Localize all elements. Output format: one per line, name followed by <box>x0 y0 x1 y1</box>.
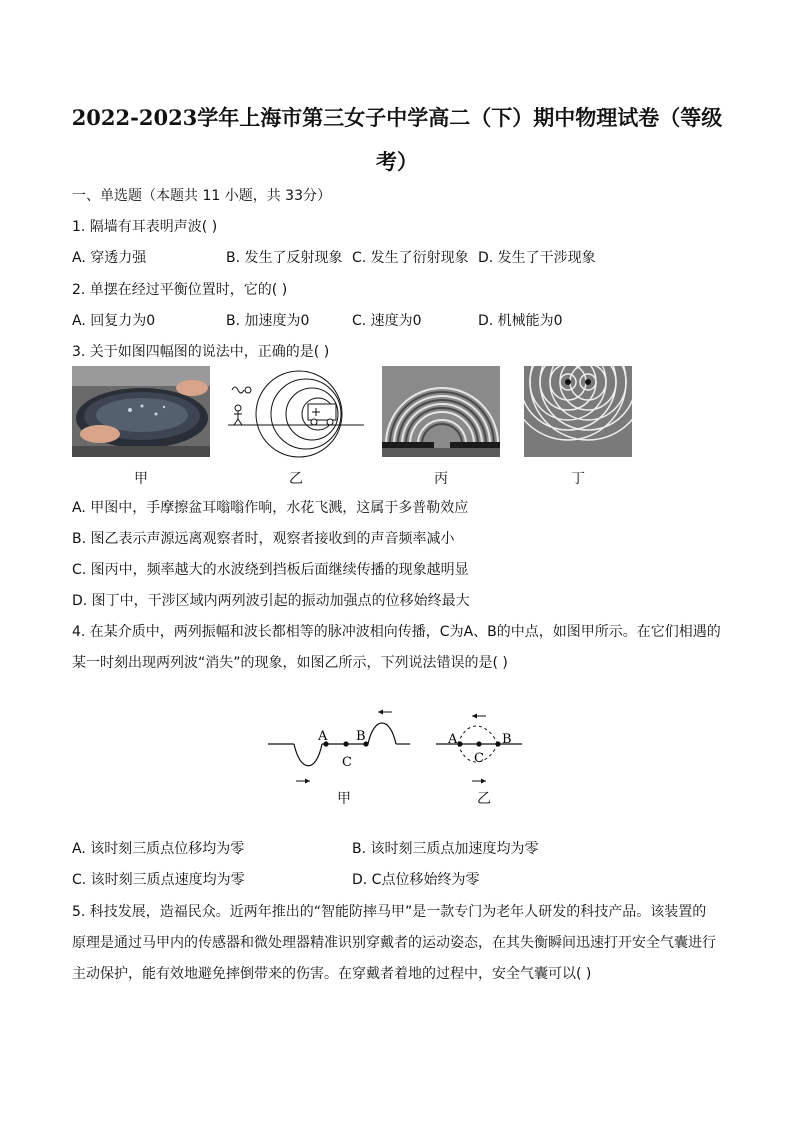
question-2-stem: 2. 单摆在经过平衡位置时，它的( ) <box>72 282 288 298</box>
figure-caption-ding: 丁 <box>571 471 585 487</box>
exam-title-line1: 2022-2023学年上海市第三女子中学高二（下）期中物理试卷（等级 <box>71 105 723 130</box>
figure-caption-jia: 甲 <box>134 471 148 487</box>
q4-caption-jia: 甲 <box>337 791 351 807</box>
label-c-yi: C <box>474 751 484 766</box>
q3-option-d: D. 图丁中，干涉区域内两列波引起的振动加强点的位移始终最大 <box>72 593 470 609</box>
pulse-wave-diagram <box>266 702 528 788</box>
q2-option-b: B. 加速度为0 <box>226 313 310 329</box>
question-5-line1: 5. 科技发展，造福民众。近两年推出的“智能防摔马甲”是一款专门为老年人研发的科技产品。该装置的 <box>72 904 707 920</box>
q4-option-b: B. 该时刻三质点加速度均为零 <box>352 841 539 857</box>
q4-option-a: A. 该时刻三质点位移均为零 <box>72 841 245 857</box>
q1-option-a: A. 穿透力强 <box>72 250 147 266</box>
q2-option-d: D. 机械能为0 <box>478 313 563 329</box>
doppler-diagram <box>226 364 368 460</box>
q3-option-b: B. 图乙表示声源远离观察者时，观察者接收到的声音频率减小 <box>72 531 455 547</box>
basin-photo <box>72 366 210 457</box>
q4-caption-yi: 乙 <box>477 791 491 807</box>
q2-option-a: A. 回复力为0 <box>72 313 156 329</box>
q2-option-c: C. 速度为0 <box>352 313 422 329</box>
interference-photo <box>524 366 632 457</box>
question-5-line3: 主动保护，能有效地避免摔倒带来的伤害。在穿戴者着地的过程中，安全气囊可以( ) <box>72 966 592 982</box>
label-c-jia: C <box>342 755 352 770</box>
q1-option-b: B. 发生了反射现象 <box>226 250 343 266</box>
question-3-stem: 3. 关于如图四幅图的说法中，正确的是( ) <box>72 344 330 360</box>
q4-option-c: C. 该时刻三质点速度均为零 <box>72 872 245 888</box>
section-heading: 一、单选题（本题共 11 小题，共 33分） <box>72 188 331 204</box>
q4-option-d: D. C点位移始终为零 <box>352 872 480 888</box>
question-1-stem: 1. 隔墙有耳表明声波( ) <box>72 219 218 235</box>
diffraction-photo <box>382 366 500 457</box>
q3-option-c: C. 图丙中，频率越大的水波绕到挡板后面继续传播的现象越明显 <box>72 562 469 578</box>
question-4-stem-line1: 4. 在某介质中，两列振幅和波长都相等的脉冲波相向传播，C为A、B的中点，如图甲所示。在它们相遇的 <box>72 624 721 640</box>
exam-title-line2: 考） <box>376 149 418 174</box>
label-b-yi: B <box>502 732 512 747</box>
label-b-jia: B <box>356 729 366 744</box>
question-5-line2: 原理是通过马甲内的传感器和微处理器精准识别穿戴者的运动姿态，在其失衡瞬间迅速打开安全气囊进行 <box>72 935 716 951</box>
question-4-stem-line2: 某一时刻出现两列波“消失”的现象，如图乙所示，下列说法错误的是( ) <box>72 655 508 671</box>
q1-option-c: C. 发生了衍射现象 <box>352 250 469 266</box>
label-a-yi: A <box>448 732 458 747</box>
q1-option-d: D. 发生了干涉现象 <box>478 250 596 266</box>
figure-caption-yi: 乙 <box>289 471 303 487</box>
label-a-jia: A <box>318 729 328 744</box>
figure-caption-bing: 丙 <box>434 471 448 487</box>
q3-option-a: A. 甲图中，手摩擦盆耳嗡嗡作响，水花飞溅，这属于多普勒效应 <box>72 500 469 516</box>
